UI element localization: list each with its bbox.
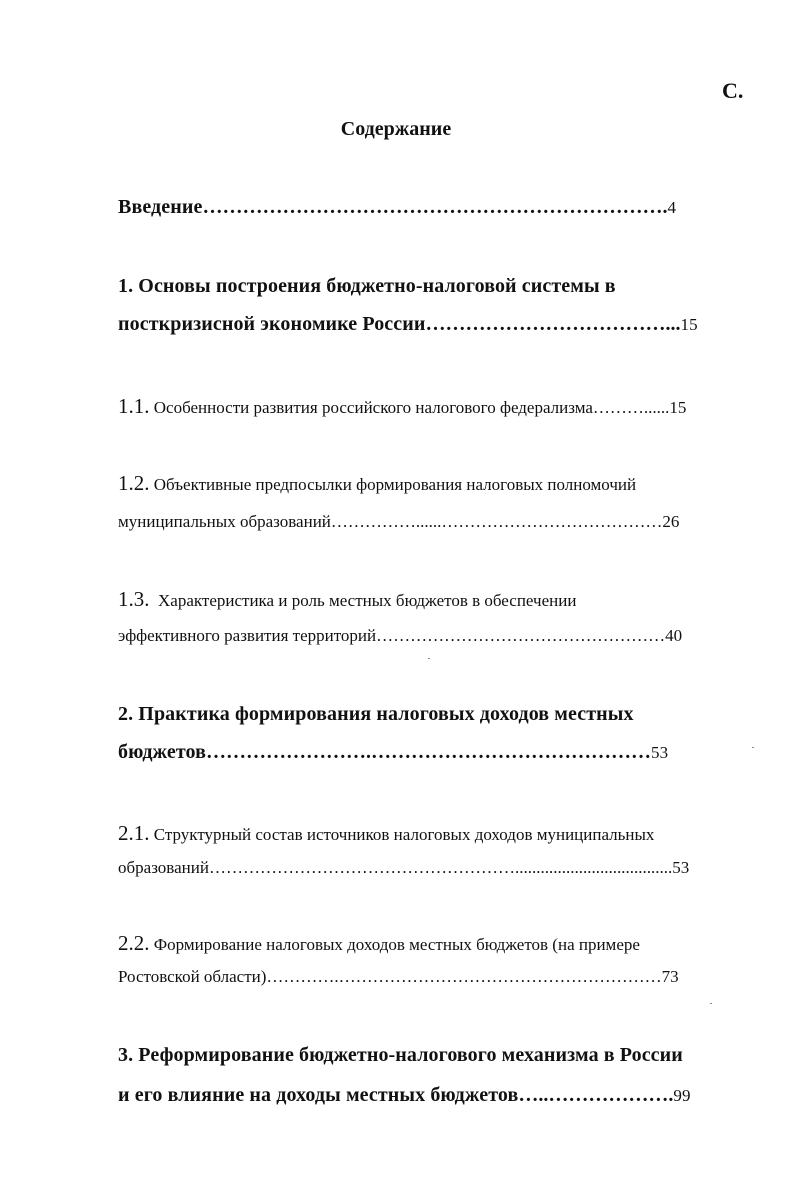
toc-page-number: 99 bbox=[673, 1086, 691, 1105]
toc-title: образований bbox=[118, 858, 209, 877]
toc-leader-dots: ……………………………………………………………. bbox=[202, 196, 668, 218]
toc-number: 2.2. bbox=[118, 931, 150, 955]
toc-page-number: 4 bbox=[667, 198, 677, 217]
toc-leader-dots: ………………………………... bbox=[425, 313, 681, 335]
toc-entry-intro bbox=[118, 196, 676, 219]
scan-speck bbox=[710, 1003, 712, 1004]
toc-leader-dots: ……………......………………………………… bbox=[330, 512, 663, 531]
toc-page-number: 40 bbox=[665, 626, 683, 645]
toc-title: Формирование налоговых доходов местных бюджетов (на примере bbox=[153, 935, 640, 954]
toc-leader-dots: ………….………………………………………………… bbox=[266, 967, 662, 986]
page-corner-label: С. bbox=[722, 78, 744, 103]
toc-entry-2-1-line1 bbox=[118, 821, 654, 846]
toc-entry-2-2-line1 bbox=[118, 931, 640, 956]
toc-leader-dots: …………………….…………………………………… bbox=[206, 741, 652, 763]
toc-leader-dots: ………………………………………………..................................... bbox=[208, 858, 673, 877]
toc-page-number: 15 bbox=[680, 315, 698, 334]
toc-title: Характеристика и роль местных бюджетов в обеспечении bbox=[158, 591, 577, 610]
toc-entry-1-1 bbox=[118, 394, 686, 419]
toc-title: Ростовской области) bbox=[118, 967, 267, 986]
toc-title: бюджетов bbox=[118, 741, 207, 763]
toc-page-number: 26 bbox=[662, 512, 680, 531]
toc-title: Структурный состав источников налоговых доходов муниципальных bbox=[153, 825, 655, 844]
toc-entry-section-1-line1: 1. Основы построения бюджетно-налоговой системы в bbox=[118, 275, 616, 297]
toc-entry-section-2-line1: 2. Практика формирования налоговых доходов местных bbox=[118, 703, 634, 725]
scan-speck bbox=[428, 658, 430, 659]
toc-entry-2-2-line2 bbox=[118, 967, 679, 987]
toc-entry-1-3-line2 bbox=[118, 626, 682, 646]
toc-title: Введение bbox=[118, 196, 203, 218]
toc-page-number: 53 bbox=[651, 743, 669, 762]
toc-title: муниципальных образований bbox=[118, 512, 331, 531]
toc-page-number: 15 bbox=[669, 398, 687, 417]
toc-entry-section-3-line1: 3. Реформирование бюджетно-налогового механизма в России bbox=[118, 1044, 683, 1066]
toc-entry-section-1-line2 bbox=[118, 313, 698, 336]
toc-page-number: 53 bbox=[672, 858, 690, 877]
toc-title: Объективные предпосылки формирования налоговых полномочий bbox=[153, 475, 637, 494]
toc-entry-2-1-line2 bbox=[118, 858, 689, 878]
toc-title: посткризисной экономике России bbox=[118, 313, 426, 335]
toc-page-number: 73 bbox=[661, 967, 679, 986]
toc-number: 1.2. bbox=[118, 471, 150, 495]
toc-title: эффективного развития территорий bbox=[118, 626, 377, 645]
toc-leader-dots: …………………………………………… bbox=[376, 626, 666, 645]
toc-leader-dots: …..………………. bbox=[518, 1084, 674, 1106]
toc-number: 2.1. bbox=[118, 821, 150, 845]
toc-title: Особенности развития российского налогового федерализма bbox=[153, 398, 593, 417]
scan-speck bbox=[752, 747, 754, 748]
toc-title: и его влияние на доходы местных бюджетов bbox=[118, 1084, 519, 1106]
toc-number: 1.3. bbox=[118, 587, 150, 611]
toc-entry-1-2-line1 bbox=[118, 471, 636, 496]
toc-entry-section-3-line2 bbox=[118, 1084, 691, 1107]
toc-entry-1-3-line1 bbox=[118, 587, 576, 612]
toc-number: 1.1. bbox=[118, 394, 150, 418]
page-title: Содержание bbox=[340, 118, 452, 140]
toc-leader-dots: ………...... bbox=[592, 398, 670, 417]
toc-entry-1-2-line2 bbox=[118, 512, 679, 532]
toc-entry-section-2-line2 bbox=[118, 741, 668, 764]
